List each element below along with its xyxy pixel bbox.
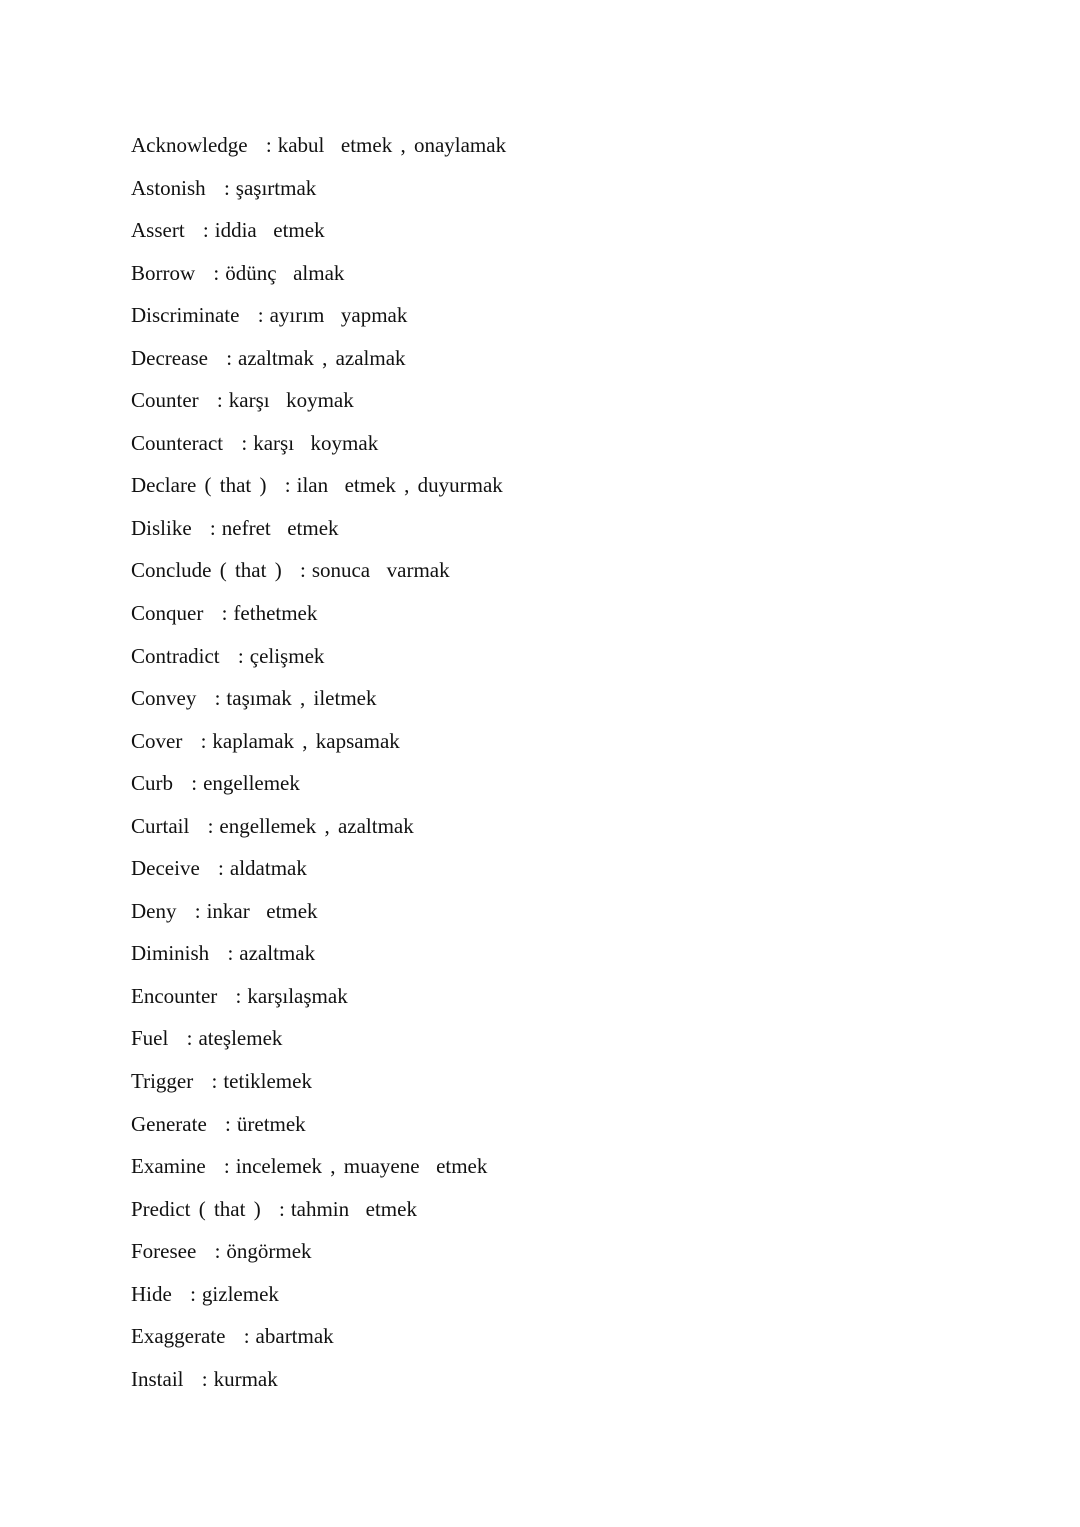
vocab-separator: : — [284, 473, 291, 498]
vocab-term: Predict ( that ) — [131, 1196, 261, 1221]
vocab-term: Convey — [131, 686, 197, 711]
vocab-term: Contradict — [131, 643, 220, 668]
vocab-meaning: ilan etmek , duyurmak — [296, 473, 503, 498]
vocab-term: Decrease — [131, 345, 208, 370]
vocab-separator: : — [194, 898, 201, 923]
vocab-entry — [131, 1358, 506, 1401]
vocab-meaning: aldatmak — [229, 856, 307, 881]
vocab-separator: : — [211, 1069, 218, 1094]
vocab-term: Acknowledge — [131, 133, 248, 157]
vocab-meaning: sonuca varmak — [311, 558, 450, 583]
vocab-entry — [131, 422, 506, 465]
vocab-separator: : — [214, 1239, 221, 1264]
vocab-meaning: engellemek , azaltmak — [219, 813, 414, 838]
vocab-term: Trigger — [131, 1069, 194, 1094]
vocab-entry — [131, 124, 506, 167]
vocab-meaning: azaltmak — [239, 941, 316, 966]
vocab-entry — [131, 1103, 506, 1146]
vocab-separator: : — [209, 515, 216, 540]
vocab-separator: : — [223, 1154, 230, 1179]
vocab-meaning: iddia etmek — [214, 218, 325, 243]
vocab-entry — [131, 549, 506, 592]
vocab-separator: : — [226, 345, 233, 370]
vocab-separator: : — [225, 1111, 231, 1136]
vocab-term: Examine — [131, 1154, 206, 1179]
vocab-separator: : — [200, 728, 207, 753]
vocab-entry — [131, 762, 506, 805]
vocab-meaning: inkar etmek — [206, 898, 318, 923]
vocab-entry — [131, 209, 506, 252]
vocab-entry — [131, 805, 506, 848]
vocab-term: Curb — [131, 771, 173, 796]
vocab-meaning: tahmin etmek — [290, 1196, 417, 1221]
vocab-entry — [131, 252, 506, 295]
vocab-term: Cover — [131, 728, 183, 753]
vocab-entry — [131, 847, 506, 890]
vocab-term: Conquer — [131, 601, 204, 626]
vocab-term: Encounter — [131, 983, 218, 1008]
vocab-separator: : — [227, 941, 234, 966]
vocab-entry — [131, 720, 506, 763]
vocab-term: Instail — [131, 1366, 184, 1391]
vocab-meaning: kabul etmek , onaylamak — [277, 133, 507, 157]
vocab-entry — [131, 294, 506, 337]
vocab-term: Diminish — [131, 941, 210, 966]
vocab-meaning: karşılaşmak — [247, 983, 348, 1008]
vocab-separator: : — [218, 856, 224, 881]
vocab-meaning: azaltmak , azalmak — [238, 345, 406, 370]
vocab-entry — [131, 1188, 506, 1231]
vocab-separator: : — [186, 1026, 193, 1051]
vocab-entry — [131, 1145, 506, 1188]
vocab-separator: : — [202, 218, 209, 243]
vocab-term: Exaggerate — [131, 1324, 226, 1349]
vocab-meaning: engellemek — [203, 771, 300, 796]
vocab-meaning: üretmek — [236, 1111, 306, 1136]
vocab-entry — [131, 464, 506, 507]
vocab-term: Foresee — [131, 1239, 197, 1264]
vocab-separator: : — [214, 686, 221, 711]
vocab-meaning: ateşlemek — [198, 1026, 283, 1051]
vocab-meaning: çelişmek — [249, 643, 325, 668]
vocab-meaning: incelemek , muayene etmek — [235, 1154, 488, 1179]
vocab-meaning: kurmak — [213, 1366, 278, 1391]
vocab-term: Discriminate — [131, 303, 240, 328]
vocab-term: Conclude ( that ) — [131, 558, 282, 583]
vocab-entry — [131, 1273, 506, 1316]
vocab-separator: : — [201, 1366, 208, 1391]
vocab-separator: : — [243, 1324, 250, 1349]
vocab-meaning: ayırım yapmak — [269, 303, 408, 328]
vocab-separator: : — [235, 983, 242, 1008]
vocab-separator: : — [207, 813, 214, 838]
vocab-separator: : — [299, 558, 306, 583]
vocab-entry — [131, 337, 506, 380]
vocab-entry — [131, 507, 506, 550]
vocab-meaning: taşımak , iletmek — [226, 686, 377, 711]
vocab-term: Astonish — [131, 175, 206, 200]
vocab-entry — [131, 890, 506, 933]
vocab-meaning: şaşırtmak — [235, 175, 317, 200]
vocab-term: Hide — [131, 1281, 172, 1306]
vocab-entry — [131, 1060, 506, 1103]
vocab-meaning: nefret etmek — [221, 515, 339, 540]
vocab-entry — [131, 379, 506, 422]
vocab-term: Curtail — [131, 813, 190, 838]
vocab-term: Fuel — [131, 1026, 169, 1051]
vocab-meaning: ödünç almak — [225, 260, 345, 285]
vocab-entry — [131, 932, 506, 975]
vocab-term: Declare ( that ) — [131, 473, 267, 498]
vocab-meaning: karşı koymak — [253, 430, 379, 455]
vocab-term: Counter — [131, 388, 199, 413]
vocab-meaning: karşı koymak — [228, 388, 354, 413]
vocab-meaning: kaplamak , kapsamak — [212, 728, 400, 753]
vocab-term: Counteract — [131, 430, 224, 455]
vocab-separator: : — [241, 430, 248, 455]
vocab-entry — [131, 1230, 506, 1273]
vocab-separator: : — [216, 388, 223, 413]
vocab-term: Deny — [131, 898, 177, 923]
vocab-meaning: gizlemek — [201, 1281, 279, 1306]
vocab-entry — [131, 975, 506, 1018]
vocabulary-list — [131, 124, 506, 1400]
vocab-term: Borrow — [131, 260, 196, 285]
vocab-meaning: abartmak — [255, 1324, 334, 1349]
vocab-separator: : — [221, 601, 228, 626]
vocab-separator: : — [213, 260, 220, 285]
vocab-separator: : — [237, 643, 244, 668]
vocab-separator: : — [265, 133, 272, 157]
vocab-entry — [131, 1315, 506, 1358]
vocab-term: Assert — [131, 218, 185, 243]
vocab-separator: : — [191, 771, 198, 796]
vocab-meaning: öngörmek — [226, 1239, 312, 1264]
vocab-term: Generate — [131, 1111, 207, 1136]
vocab-separator: : — [223, 175, 230, 200]
vocab-term: Deceive — [131, 856, 200, 881]
vocab-entry — [131, 1017, 506, 1060]
vocab-meaning: tetiklemek — [223, 1069, 312, 1094]
vocab-separator: : — [257, 303, 264, 328]
vocab-entry — [131, 592, 506, 635]
vocab-entry — [131, 677, 506, 720]
vocab-separator: : — [190, 1281, 196, 1306]
vocab-term: Dislike — [131, 515, 192, 540]
vocab-entry — [131, 635, 506, 678]
vocab-meaning: fethetmek — [233, 601, 318, 626]
vocab-entry — [131, 167, 506, 210]
vocab-separator: : — [278, 1196, 285, 1221]
